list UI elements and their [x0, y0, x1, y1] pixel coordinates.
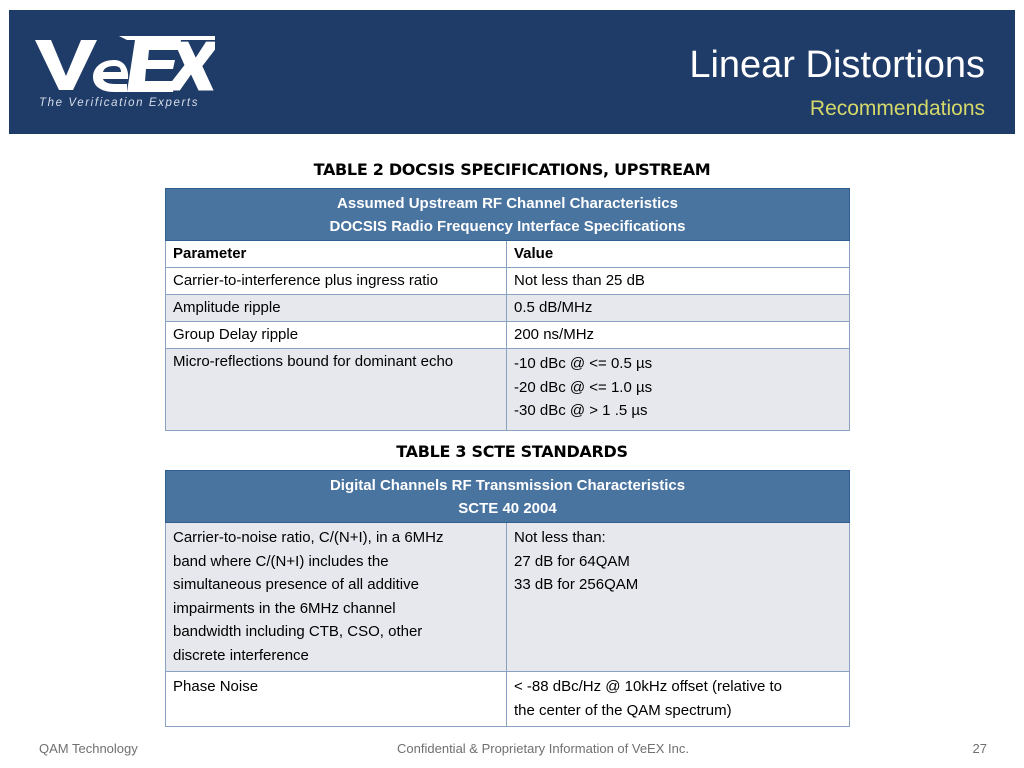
parameter-line: Carrier-to-noise ratio, C/(N+I), in a 6MHz	[173, 529, 444, 546]
value-cell: 0.5 dB/MHz	[507, 295, 850, 322]
value-cell	[507, 523, 850, 672]
value-line: the center of the QAM spectrum)	[514, 701, 732, 719]
value-cell: Not less than 25 dB	[507, 268, 850, 295]
column-header-value: Value	[507, 241, 850, 268]
table2-caption: TABLE 2 DOCSIS SPECIFICATIONS, UPSTREAM	[313, 160, 711, 179]
value-line: -10 dBc @ <= 0.5 µs	[514, 355, 653, 372]
table-row	[166, 268, 850, 295]
table-header-line: Assumed Upstream RF Channel Characteristics	[337, 195, 678, 212]
parameter-cell	[166, 672, 507, 727]
table-row	[166, 322, 850, 349]
table-row	[166, 295, 850, 322]
value-line: -30 dBc @ > 1 .5 µs	[514, 402, 648, 419]
parameter-line: band where C/(N+I) includes the	[173, 552, 389, 570]
parameter-line: Phase Noise	[173, 678, 259, 695]
docsis-upstream-table	[165, 188, 850, 431]
table-header-cell	[166, 471, 850, 523]
value-cell	[507, 672, 850, 727]
table-header-cell	[166, 189, 850, 241]
parameter-line: bandwidth including CTB, CSO, other	[173, 623, 423, 640]
table-row	[166, 672, 850, 727]
footer-confidential: Confidential & Proprietary Information of VeEX Inc.	[397, 741, 689, 756]
value-line: -20 dBc @ <= 1.0 µs	[514, 378, 653, 396]
parameter-line: discrete interference	[173, 646, 309, 664]
table-header-line: SCTE 40 2004	[458, 500, 557, 517]
table3-caption: TABLE 3 SCTE STANDARDS	[396, 442, 628, 461]
header-band	[9, 10, 1015, 134]
value-line: 33 dB for 256QAM	[514, 576, 639, 593]
logo-tagline: The Verification Experts	[39, 97, 200, 109]
page-subtitle: Recommendations	[809, 97, 985, 120]
table-row	[166, 349, 850, 431]
parameter-cell: Group Delay ripple	[166, 322, 507, 349]
parameter-line: simultaneous presence of all additive	[173, 576, 419, 593]
value-line: Not less than:	[514, 529, 606, 546]
table-header-row	[166, 189, 850, 241]
table-row	[166, 523, 850, 672]
column-header-row	[166, 241, 850, 268]
parameter-cell	[166, 523, 507, 672]
value-cell: 200 ns/MHz	[507, 322, 850, 349]
table-header-line: Digital Channels RF Transmission Characteristics	[329, 477, 686, 494]
column-header-parameter: Parameter	[166, 241, 507, 268]
value-cell	[507, 349, 850, 431]
value-line: < -88 dBc/Hz @ 10kHz offset (relative to	[514, 678, 782, 695]
value-line: 27 dB for 64QAM	[514, 552, 630, 570]
footer-left-text: QAM Technology	[39, 741, 138, 756]
parameter-line: impairments in the 6MHz channel	[173, 599, 396, 617]
parameter-cell: Amplitude ripple	[166, 295, 507, 322]
page-number: 27	[972, 741, 987, 756]
page-title: Linear Distortions	[689, 44, 985, 86]
veex-logo	[35, 36, 215, 126]
parameter-cell: Carrier-to-interference plus ingress ratio	[166, 268, 507, 295]
table-header-line: DOCSIS Radio Frequency Interface Specifications	[329, 218, 686, 235]
parameter-cell: Micro-reflections bound for dominant echo	[166, 349, 507, 431]
scte-standards-table	[165, 470, 850, 727]
table-header-row	[166, 471, 850, 523]
